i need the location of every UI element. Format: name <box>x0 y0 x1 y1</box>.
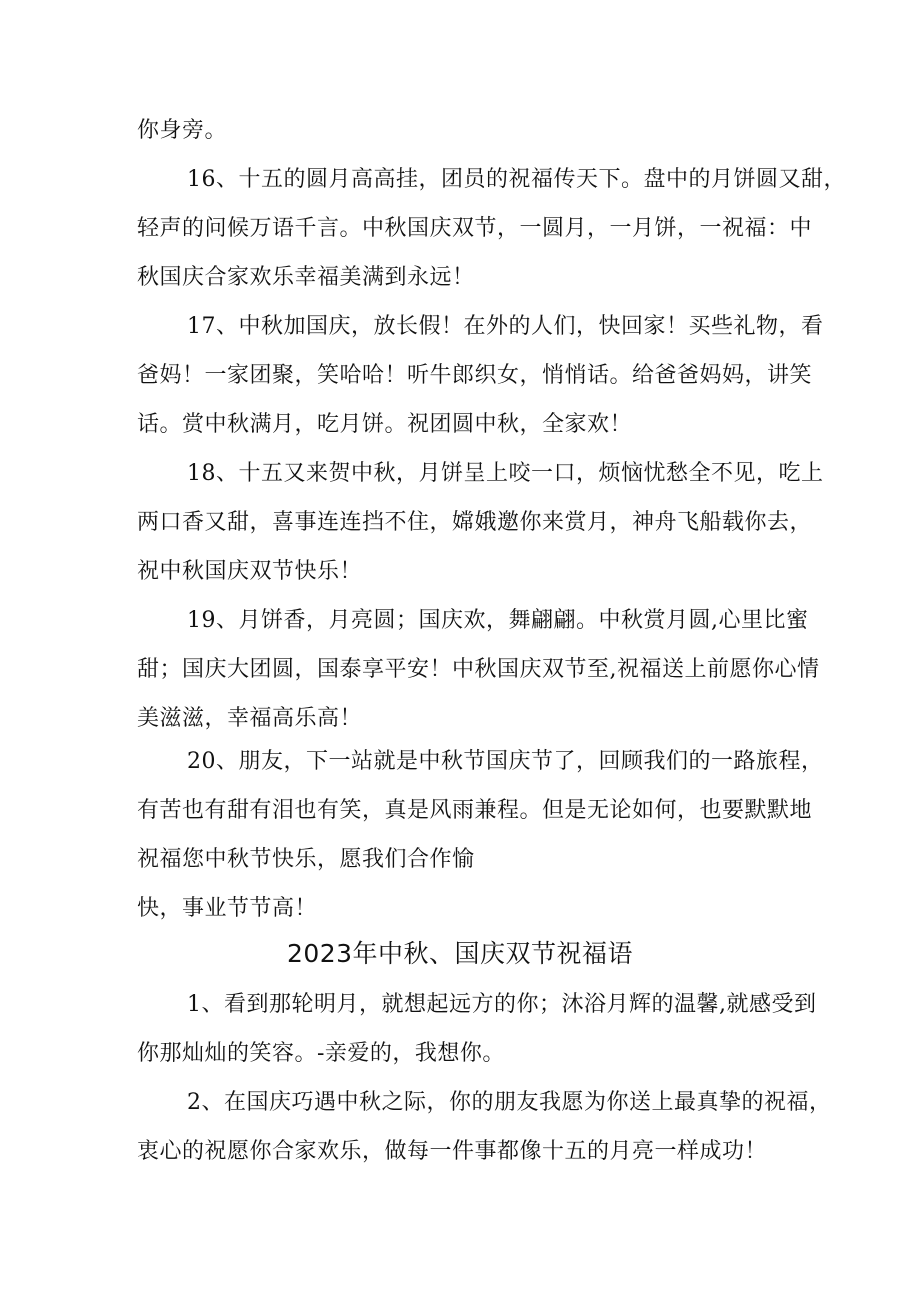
text-line: 你身旁。 <box>137 118 228 143</box>
text-line: 美滋滋，幸福高乐高！ <box>137 706 363 731</box>
text-line: 祝福您中秋节快乐，愿我们合作愉 <box>137 847 475 872</box>
text-line: 18、十五又来贺中秋，月饼呈上咬一口，烦恼忧愁全不见，吃上 <box>187 461 824 486</box>
text-line: 16、十五的圆月高高挂，团员的祝福传天下。盘中的月饼圆又甜， <box>187 167 846 192</box>
text-line: 话。赏中秋满月，吃月饼。祝团圆中秋，全家欢！ <box>137 412 633 437</box>
text-line: 祝中秋国庆双节快乐！ <box>137 559 363 584</box>
text-line: 20、朋友，下一站就是中秋节国庆节了，回顾我们的一路旅程， <box>187 749 824 774</box>
text-line: 两口香又甜，喜事连连挡不住，嫦娥邀你来赏月，神舟飞船载你去， <box>137 510 813 535</box>
text-line: 有苦也有甜有泪也有笑，真是风雨兼程。但是无论如何，也要默默地 <box>137 798 813 823</box>
text-line: 19、月饼香，月亮圆；国庆欢，舞翩翩。中秋赏月圆,心里比蜜 <box>187 608 809 633</box>
text-line: 衷心的祝愿你合家欢乐，做每一件事都像十五的月亮一样成功！ <box>137 1139 768 1164</box>
text-line: 甜；国庆大团圆，国泰享平安！中秋国庆双节至,祝福送上前愿你心情 <box>137 657 820 682</box>
text-line: 快，事业节节高！ <box>137 896 318 921</box>
text-line: 爸妈！一家团聚，笑哈哈！听牛郎织女，悄悄话。给爸爸妈妈，讲笑 <box>137 363 813 388</box>
section-title: 2023年中秋、国庆双节祝福语 <box>286 939 634 968</box>
text-line: 你那灿灿的笑容。-亲爱的，我想你。 <box>137 1041 505 1066</box>
text-line: 轻声的问候万语千言。中秋国庆双节，一圆月，一月饼，一祝福：中 <box>137 216 813 241</box>
text-line: 17、中秋加国庆，放长假！在外的人们，快回家！买些礼物，看 <box>187 314 824 339</box>
text-line: 2、在国庆巧遇中秋之际，你的朋友我愿为你送上最真挚的祝福， <box>187 1090 832 1115</box>
text-line: 1、看到那轮明月，就想起远方的你；沐浴月辉的温馨,就感受到 <box>187 992 817 1017</box>
text-line: 秋国庆合家欢乐幸福美满到永远！ <box>137 265 475 290</box>
